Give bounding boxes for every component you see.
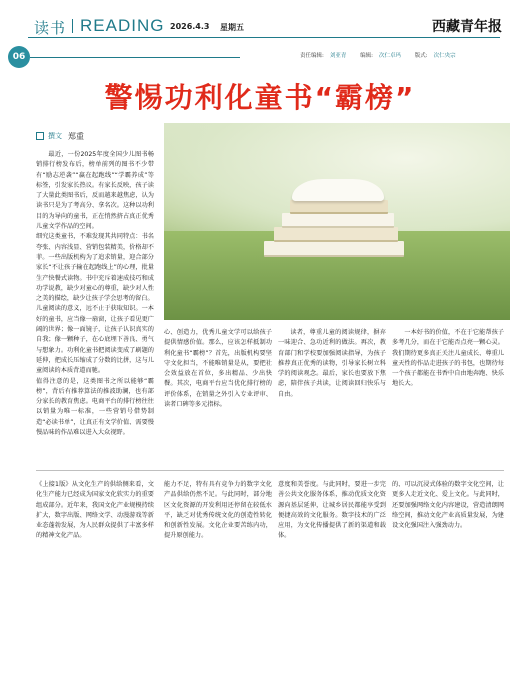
- section-name-cn: 读书: [34, 19, 67, 37]
- open-book-icon: [292, 179, 384, 201]
- author-label: 撰文: [48, 132, 62, 140]
- section-divider-rule: [36, 470, 504, 471]
- article-headline: 警惕功利化童书“霸榜”: [104, 81, 416, 114]
- author-name: 郑重: [68, 131, 84, 141]
- issue-weekday: 星期五: [220, 23, 244, 32]
- credit-editor: 责任编辑: 刘亚青: [300, 53, 347, 59]
- article-column-3: 读者，尊重儿童的阅读规律，摒弃一味迎合、急功近利的做法。再次，教育部门和学校要加强阅读指导，为孩子推荐真正优秀的读物，引导家长树立科学的阅读观念。最后，家长也要放下焦虑，陪伴孩子共读，让阅读回归快乐与自由。: [278, 329, 386, 398]
- section-divider: [72, 19, 73, 33]
- article-column-4: 一本好书的价值，不在于它能帮孩子多考几分，而在于它能否点亮一颗心灵。我们期待更多真正关注儿童成长、尊重儿童天性的作品走进孩子的书包，也期待每一个孩子都能在书香中自由地奔跑、快乐地长大。: [392, 329, 504, 388]
- author-byline: [36, 130, 84, 142]
- continued-column-4: 的、可以沉浸式体验的数字文化空间，让更多人走近文化、爱上文化。与此同时，还要加强网络文化内容建设，营造清朗网络空间，推动文化产业高质量发展，为建设文化强国注入强劲动力。: [392, 481, 504, 530]
- credit-layout: 版式: 次仁央宗: [414, 53, 456, 59]
- page-header: [0, 0, 520, 72]
- continued-column-2: 能力不足，特有具有竞争力的数字文化产品供给仍然不足。与此同时，部分地区文化资源的开发利用还停留在较低水平，缺乏对优秀传统文化的创造性转化和创新性发展。文化企业要苦练内功，提升原创能力。: [164, 481, 272, 540]
- book-icon: [282, 213, 394, 228]
- continued-column-3: 意度和美誉度。与此同时，要进一步完善公共文化服务体系，推动优质文化资源向基层延伸，让城乡居民都能享受到便捷高效的文化服务。数字技术的广泛应用，为文化传播提供了新的渠道和载体。: [278, 481, 386, 540]
- article-column-1: 最近，一份2025年度全国少儿图书畅销排行榜发布后，榜单前列的图书不少带有“励志逆袭”“赢在起跑线”“学霸养成”等标签，引发家长热议。有家长反映，孩子读了大量此类图书后，反而越来越焦虑，认为读书只是为了考高分、拿名次。这种以功利目的为导向的童书，正在悄然挤占真正优秀儿童文学作品的空间。 细究这类童书，不难发现其共同特点：书名夸张、内容浅显、营销包装精美，价格却不菲。一些出版机构为了追求销量，迎合部分家长“不让孩子输在起跑线上”的心理，批量生产快餐式读物。书中充斥着速成技巧和成功学说教，缺少对童心的尊重，缺少对人性之美的描绘，缺少让孩子学会思考的留白。 儿童阅读的意义，远不止于获取知识。一本好的童书，应当像一扇窗，让孩子看见更广阔的世界；像一面镜子，让孩子认识真实的自我；像一颗种子，在心底埋下善良、勇气与想象力。功利化童书把阅读变成了刷题的延伸，把成长压缩成了分数的比拼，这与儿童阅读的本质背道而驰。 值得注意的是，这类图书之所以能够“霸榜”，背后有推荐算法的推波助澜，也有部分家长的教育焦虑。电商平台的排行榜往往以销量为唯一标准，一些营销号借势制造“必读书单”，让真正有文学价值、需要慢慢品味的作品难以进入大众视野。: [36, 151, 154, 437]
- continued-column-1: 《上接1版》从文化生产的供给侧来看，文化生产能力已经成为国家文化软实力的重要组成部分。近年来，我国文化产业规模持续扩大，数字出版、网络文学、动漫游戏等新业态蓬勃发展，为人民群众提供了丰富多样的精神文化产品。: [36, 481, 154, 540]
- header-rule: [28, 37, 500, 38]
- article-photo: [164, 123, 510, 320]
- credit-editing: 编辑: 次仁卓玛: [360, 53, 401, 59]
- issue-date: 2026.4.3: [170, 22, 210, 31]
- editor-credits: [300, 51, 468, 59]
- pen-icon: [36, 132, 44, 140]
- article-column-2: 心、创造力，优秀儿童文学可以给孩子提供情感价值。那么，应该怎样抵制功利化童书“霸榜”？首先，出版机构要坚守文化担当，不能唯销量是从，要把社会效益放在首位，多出精品、少出快餐。其次，电商平台应当优化排行榜的评价体系，在销量之外引入专业评审、读者口碑等多元指标。: [164, 329, 272, 409]
- page-number-badge: 06: [8, 46, 30, 68]
- newspaper-name: 西藏青年报: [432, 19, 502, 35]
- book-stack-icon: [264, 241, 404, 257]
- header-sub-rule: [30, 57, 240, 58]
- book-icon: [290, 200, 388, 214]
- section-name-en: READING: [80, 16, 165, 35]
- book-icon: [274, 227, 398, 242]
